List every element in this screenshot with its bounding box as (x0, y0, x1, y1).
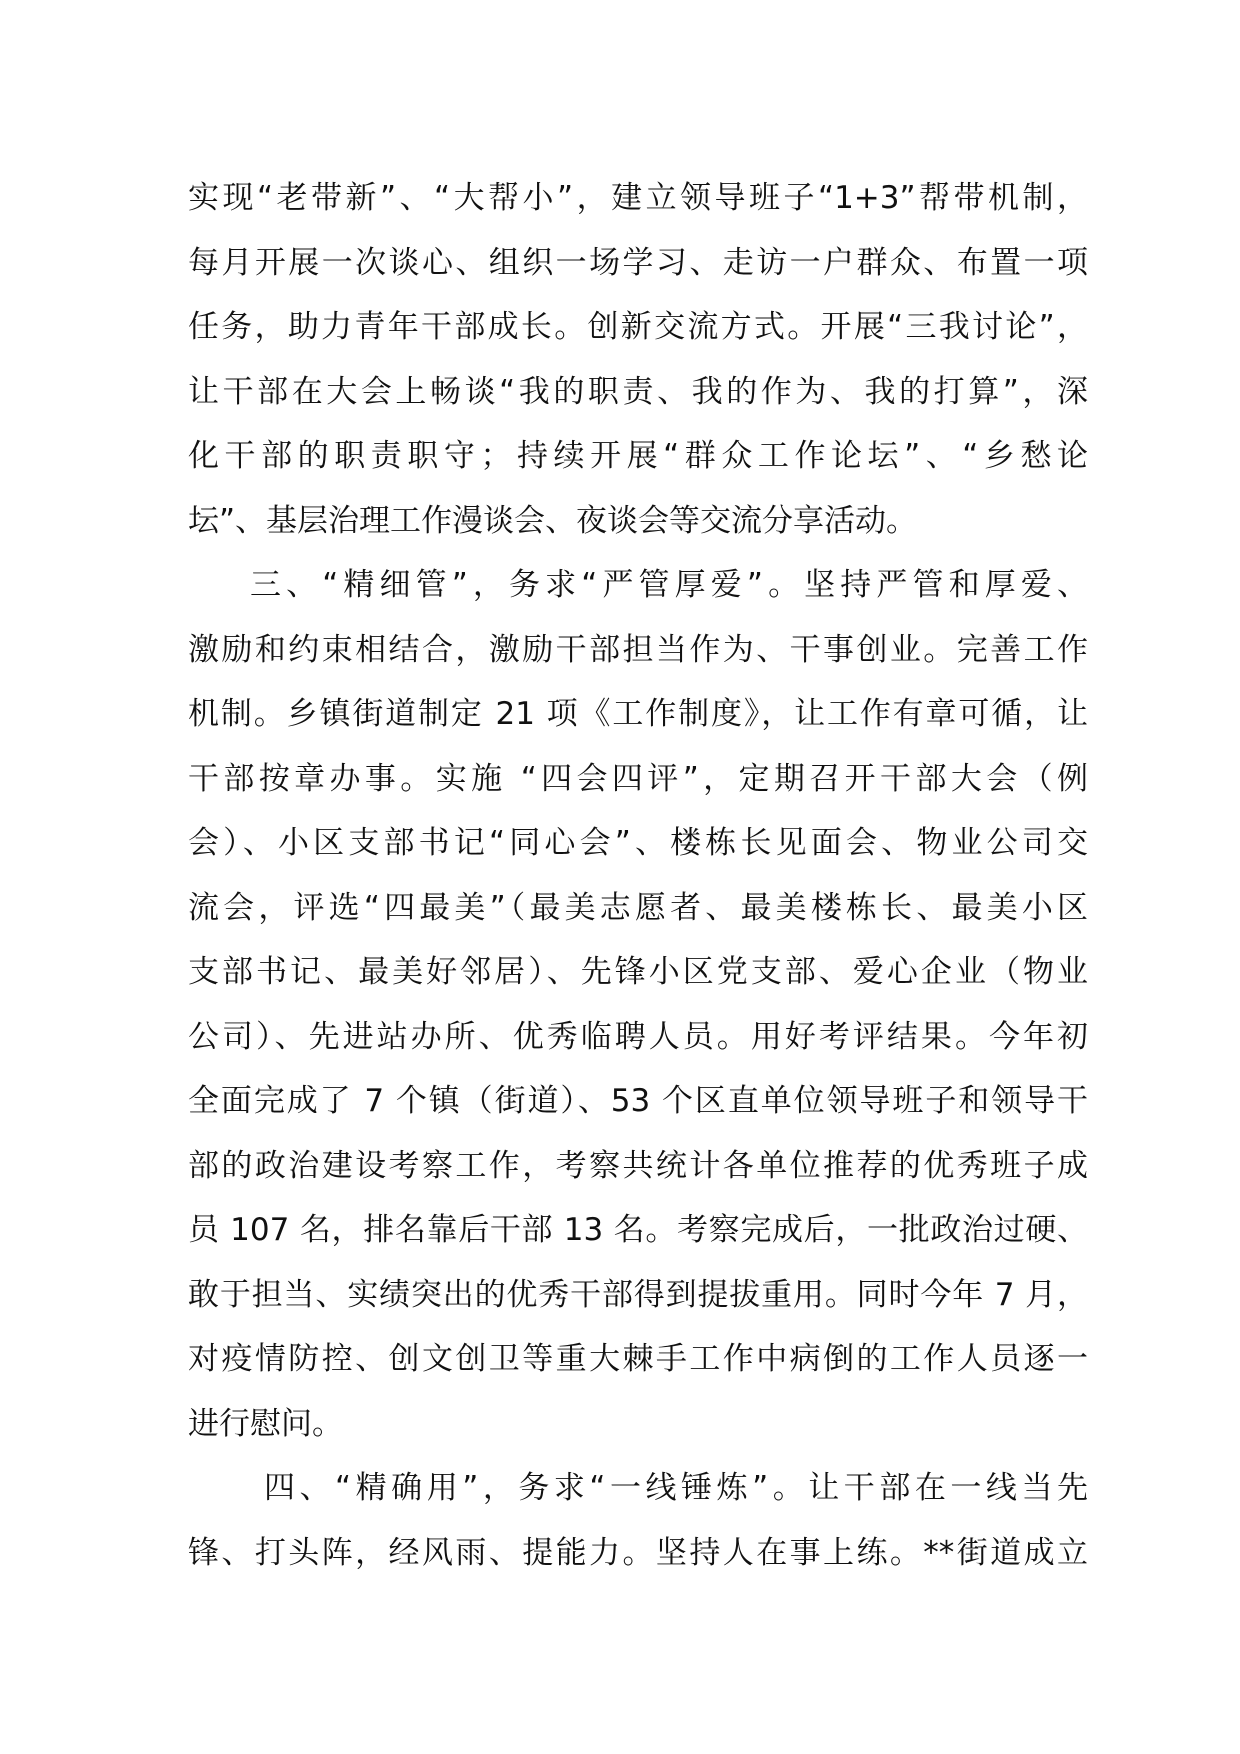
text-line: 化干部的职责职守；持续开展“群众工作论坛”、“乡愁论 (188, 438, 1088, 474)
document-body (188, 166, 1088, 1585)
text-line: 全面完成了 7 个镇（街道）、53 个区直单位领导班子和领导干 (188, 1083, 1088, 1119)
text-line: 对疫情防控、创文创卫等重大棘手工作中病倒的工作人员逐一 (188, 1341, 1088, 1377)
text-line: 流会，评选“四最美”（最美志愿者、最美楼栋长、最美小区 (188, 889, 1088, 926)
text-line: 支部书记、最美好邻居）、先锋小区党支部、爱心企业（物业 (188, 954, 1088, 990)
text-line: 锋、打头阵，经风雨、提能力。坚持人在事上练。**街道成立 (188, 1534, 1088, 1571)
text-line: 激励和约束相结合，激励干部担当作为、干事创业。完善工作 (188, 631, 1088, 668)
text-line: 让干部在大会上畅谈“我的职责、我的作为、我的打算”，深 (188, 373, 1088, 410)
text-line: 员 107 名，排名靠后干部 13 名。考察完成后，一批政治过硬、 (188, 1212, 1088, 1248)
text-line: 进行慰问。 (188, 1405, 343, 1442)
section-heading-line: 三、“精细管”，务求“严管厚爱”。坚持严管和厚爱、 (250, 567, 1088, 603)
text-line: 任务，助力青年干部成长。创新交流方式。开展“三我讨论”， (188, 309, 1088, 345)
text-line: 敢于担当、实绩突出的优秀干部得到提拔重用。同时今年 7 月， (188, 1276, 1088, 1313)
section-heading-line: 四、“精确用”，务求“一线锤炼”。让干部在一线当先 (264, 1470, 1088, 1506)
text-line: 公司）、先进站办所、优秀临聘人员。用好考评结果。今年初 (188, 1018, 1088, 1055)
text-line: 部的政治建设考察工作，考察共统计各单位推荐的优秀班子成 (188, 1147, 1088, 1184)
text-line: 干部按章办事。实施 “四会四评”，定期召开干部大会（例 (188, 760, 1088, 797)
text-line: 会）、小区支部书记“同心会”、楼栋长见面会、物业公司交 (188, 825, 1088, 861)
text-line: 每月开展一次谈心、组织一场学习、走访一户群众、布置一项 (188, 244, 1088, 281)
text-line: 实现“老带新”、“大帮小”，建立领导班子“1+3”帮带机制， (188, 180, 1088, 216)
text-line: 坛”、基层治理工作漫谈会、夜谈会等交流分享活动。 (188, 502, 918, 539)
text-line: 机制。乡镇街道制定 21 项《工作制度》，让工作有章可循，让 (188, 696, 1088, 732)
